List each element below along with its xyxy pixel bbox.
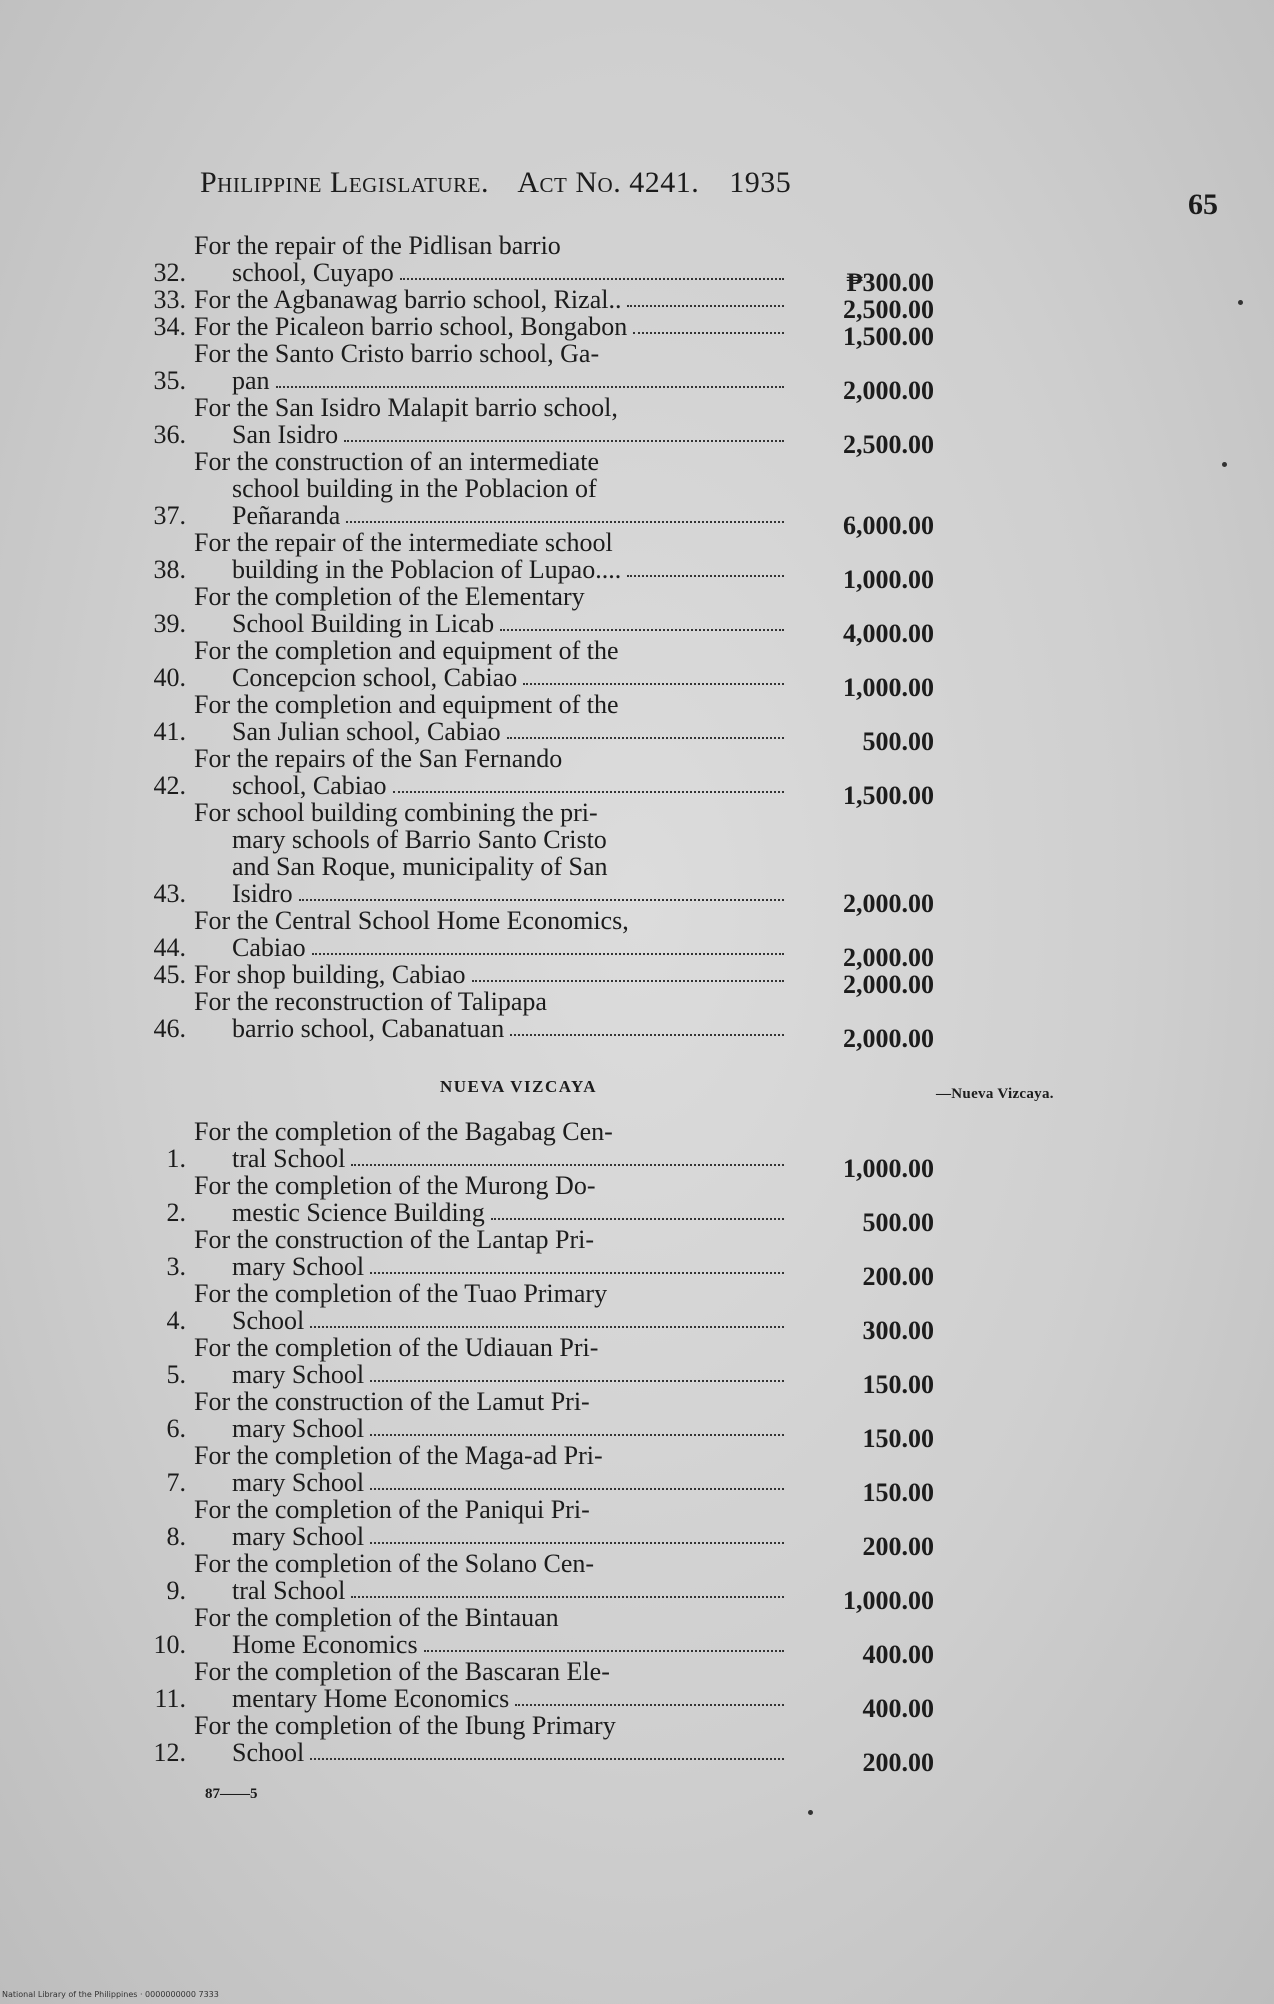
- appropriation-item: [130, 285, 934, 324]
- item-number: 38.: [153, 555, 186, 584]
- item-number: 9.: [166, 1576, 186, 1605]
- item-description-line: [194, 1469, 784, 1496]
- item-amount: 1,000.00: [843, 1154, 934, 1183]
- item-description: [194, 1334, 784, 1388]
- running-head: [200, 166, 813, 200]
- item-description: [194, 1118, 784, 1172]
- item-amount: 500.00: [862, 1208, 934, 1237]
- item-description-text: School: [232, 1306, 305, 1335]
- item-description-line: [194, 502, 784, 529]
- appropriation-item: [130, 447, 934, 540]
- item-description: [194, 691, 784, 745]
- item-description-line: For the completion of the Udiauan Pri-: [194, 1333, 599, 1362]
- dot-leader: [344, 421, 784, 442]
- running-head-act: Act No. 4241.: [517, 166, 700, 199]
- dot-leader: [515, 1685, 784, 1706]
- item-description-line: [194, 1307, 784, 1334]
- item-description: [194, 745, 784, 799]
- item-description-text: For the Picaleon barrio school, Bongabon: [194, 312, 628, 341]
- appropriation-list-continued: [130, 231, 934, 1053]
- dot-leader: [370, 1361, 784, 1382]
- item-amount: 1,000.00: [843, 565, 934, 594]
- item-amount: 2,500.00: [843, 295, 934, 324]
- appropriation-item: [130, 393, 934, 459]
- item-amount: 200.00: [862, 1748, 934, 1777]
- signature-mark: 87——5: [205, 1786, 258, 1802]
- running-head-legislature: Philippine Legislature.: [200, 166, 489, 199]
- appropriation-item: [130, 231, 934, 297]
- item-description-text: Peñaranda: [232, 501, 341, 530]
- item-number: 1.: [166, 1144, 186, 1173]
- item-description-text: mary School: [232, 1360, 365, 1389]
- item-description-line: For the completion and equipment of the: [194, 636, 619, 665]
- item-description: [194, 529, 784, 583]
- item-number: 45.: [153, 960, 186, 989]
- dot-leader: [370, 1523, 784, 1544]
- item-amount: 4,000.00: [843, 619, 934, 648]
- dot-leader: [500, 610, 784, 631]
- dot-leader: [424, 1631, 784, 1652]
- item-amount: 2,000.00: [843, 376, 934, 405]
- item-description-text: mary School: [232, 1414, 365, 1443]
- item-description-line: [194, 1415, 784, 1442]
- section-heading: NUEVA VIZCAYA: [440, 1077, 597, 1096]
- item-number: 35.: [153, 366, 186, 395]
- item-description: [194, 988, 784, 1042]
- item-number: 40.: [153, 663, 186, 692]
- item-number: 44.: [153, 933, 186, 962]
- appropriation-item: [130, 1279, 934, 1345]
- item-description-line: For the completion of the Solano Cen-: [194, 1549, 595, 1578]
- item-description-line: For the completion of the Bintauan: [194, 1603, 559, 1632]
- item-description: [194, 448, 784, 529]
- item-description-text: School Building in Licab: [232, 609, 495, 638]
- item-amount: 2,000.00: [843, 889, 934, 918]
- item-description-line: [194, 610, 784, 637]
- item-description: [194, 583, 784, 637]
- item-description-text: Home Economics: [232, 1630, 418, 1659]
- item-description-line: [194, 259, 784, 286]
- item-description-text: Isidro: [232, 879, 293, 908]
- item-description-text: San Julian school, Cabiao: [232, 717, 501, 746]
- item-description-text: mestic Science Building: [232, 1198, 485, 1227]
- item-description-line: school building in the Poblacion of: [232, 474, 597, 503]
- item-amount: 200.00: [862, 1532, 934, 1561]
- item-amount: 6,000.00: [843, 511, 934, 540]
- item-description-text: mary School: [232, 1252, 365, 1281]
- item-description-text: school, Cabiao: [232, 771, 387, 800]
- item-amount: 400.00: [862, 1640, 934, 1669]
- item-amount: 1,000.00: [843, 1586, 934, 1615]
- dot-leader: [627, 286, 784, 307]
- item-description: [194, 1172, 784, 1226]
- item-number: 33.: [153, 285, 186, 314]
- item-description-line: [194, 1739, 784, 1766]
- item-description-line: [194, 1015, 784, 1042]
- item-description-text: school, Cuyapo: [232, 258, 394, 287]
- item-description-text: tral School: [232, 1576, 346, 1605]
- dot-leader: [310, 1739, 784, 1760]
- item-description-line: For the construction of an intermediate: [194, 447, 600, 476]
- item-description: [194, 1604, 784, 1658]
- item-amount: 150.00: [862, 1424, 934, 1453]
- item-description-text: barrio school, Cabanatuan: [232, 1014, 505, 1043]
- item-description-line: [194, 1685, 784, 1712]
- item-description-line: For the San Isidro Malapit barrio school,: [194, 393, 618, 422]
- item-description-line: [194, 1199, 784, 1226]
- item-description-line: For the completion of the Elementary: [194, 582, 585, 611]
- item-description: [194, 1658, 784, 1712]
- item-amount: 500.00: [862, 727, 934, 756]
- item-description-line: For the construction of the Lamut Pri-: [194, 1387, 590, 1416]
- item-number: 32.: [153, 258, 186, 287]
- appropriation-item: [130, 312, 934, 351]
- item-description-line: [194, 1145, 784, 1172]
- item-description-line: For the repairs of the San Fernando: [194, 744, 563, 773]
- item-number: 8.: [166, 1522, 186, 1551]
- dot-leader: [523, 664, 784, 685]
- dot-leader: [472, 961, 784, 982]
- item-number: 41.: [153, 717, 186, 746]
- item-description-line: [194, 1577, 784, 1604]
- item-number: 2.: [166, 1198, 186, 1227]
- dot-leader: [351, 1145, 784, 1166]
- item-description-text: pan: [232, 366, 270, 395]
- item-amount: 1,500.00: [843, 322, 934, 351]
- item-number: 42.: [153, 771, 186, 800]
- dot-leader: [491, 1199, 784, 1220]
- item-description-line: [194, 1361, 784, 1388]
- item-description: [194, 907, 784, 961]
- dot-leader: [507, 718, 784, 739]
- appropriation-item: [130, 906, 934, 972]
- page-number: 65: [1188, 188, 1218, 221]
- item-number: 10.: [153, 1630, 186, 1659]
- item-description-text: building in the Poblacion of Lupao....: [232, 555, 622, 584]
- item-amount: 400.00: [862, 1694, 934, 1723]
- item-number: 6.: [166, 1414, 186, 1443]
- item-description: [194, 1388, 784, 1442]
- item-description-line: For the repair of the Pidlisan barrio: [194, 231, 561, 260]
- item-number: 3.: [166, 1252, 186, 1281]
- item-number: 34.: [153, 312, 186, 341]
- scan-credit: National Library of the Philippines · 0000000000 7333: [2, 1990, 219, 1999]
- item-description-line: [194, 556, 784, 583]
- dot-leader: [370, 1469, 784, 1490]
- item-description-line: For the completion of the Paniqui Pri-: [194, 1495, 590, 1524]
- item-amount: 2,000.00: [843, 943, 934, 972]
- item-description-line: [194, 1631, 784, 1658]
- item-description-text: tral School: [232, 1144, 346, 1173]
- item-number: 7.: [166, 1468, 186, 1497]
- item-description-line: [194, 718, 784, 745]
- item-description-line: For the reconstruction of Talipapa: [194, 987, 547, 1016]
- item-description-text: For shop building, Cabiao: [194, 960, 466, 989]
- appropriation-item: [130, 1171, 934, 1237]
- item-description-line: For the Santo Cristo barrio school, Ga-: [194, 339, 600, 368]
- appropriation-item: [130, 1657, 934, 1723]
- scan-speck: [808, 1810, 813, 1815]
- item-number: 37.: [153, 501, 186, 530]
- item-description-text: Concepcion school, Cabiao: [232, 663, 518, 692]
- item-description: [194, 961, 784, 988]
- item-description-text: San Isidro: [232, 420, 339, 449]
- item-description: [194, 799, 784, 907]
- appropriation-item: [130, 528, 934, 594]
- dot-leader: [400, 259, 784, 280]
- dot-leader: [393, 772, 784, 793]
- appropriation-item: [130, 690, 934, 756]
- item-description: [194, 1550, 784, 1604]
- item-amount: 2,000.00: [843, 970, 934, 999]
- item-description: [194, 286, 784, 313]
- item-description-line: [194, 313, 784, 340]
- appropriation-item: [130, 582, 934, 648]
- item-description: [194, 1496, 784, 1550]
- item-description-text: mentary Home Economics: [232, 1684, 510, 1713]
- item-amount: 1,500.00: [843, 781, 934, 810]
- item-description-line: [194, 286, 784, 313]
- item-description-line: For the completion of the Maga-ad Pri-: [194, 1441, 603, 1470]
- item-description-text: For the Agbanawag barrio school, Rizal..: [194, 285, 622, 314]
- dot-leader: [633, 313, 784, 334]
- item-description-line: [194, 1523, 784, 1550]
- dot-leader: [312, 934, 784, 955]
- item-description-line: [194, 664, 784, 691]
- item-number: 36.: [153, 420, 186, 449]
- item-number: 39.: [153, 609, 186, 638]
- item-description: [194, 394, 784, 448]
- appropriation-item: [130, 1603, 934, 1669]
- dot-leader: [310, 1307, 784, 1328]
- item-amount: 200.00: [862, 1262, 934, 1291]
- item-description-line: [194, 961, 784, 988]
- item-amount: 150.00: [862, 1370, 934, 1399]
- item-amount: ₱300.00: [846, 268, 934, 297]
- item-number: 11.: [154, 1684, 186, 1713]
- item-description-line: For the completion and equipment of the: [194, 690, 619, 719]
- appropriation-item: [130, 1333, 934, 1399]
- item-description-line: For the construction of the Lantap Pri-: [194, 1225, 595, 1254]
- running-head-year: 1935: [729, 166, 792, 199]
- appropriation-item: [130, 1225, 934, 1291]
- dot-leader: [370, 1415, 784, 1436]
- item-description: [194, 313, 784, 340]
- item-description: [194, 1712, 784, 1766]
- appropriation-item: [130, 1441, 934, 1507]
- item-description-line: [194, 421, 784, 448]
- item-number: 12.: [153, 1738, 186, 1767]
- item-description-text: Cabiao: [232, 933, 306, 962]
- appropriation-item: [130, 1387, 934, 1453]
- appropriation-item: [130, 1549, 934, 1615]
- margin-note: —Nueva Vizcaya.: [936, 1086, 1054, 1102]
- dot-leader: [627, 556, 784, 577]
- scan-speck: [1238, 300, 1243, 305]
- appropriation-item: [130, 798, 934, 918]
- item-description-text: mary School: [232, 1522, 365, 1551]
- dot-leader: [370, 1253, 784, 1274]
- appropriation-item: [130, 1117, 934, 1183]
- item-description-line: For the completion of the Bagabag Cen-: [194, 1117, 613, 1146]
- item-description-line: and San Roque, municipality of San: [232, 852, 608, 881]
- scan-speck: [1222, 462, 1227, 467]
- item-description-text: School: [232, 1738, 305, 1767]
- dot-leader: [346, 502, 784, 523]
- item-description: [194, 1226, 784, 1280]
- appropriation-item: [130, 636, 934, 702]
- item-amount: 2,000.00: [843, 1024, 934, 1053]
- item-number: 43.: [153, 879, 186, 908]
- appropriation-item: [130, 339, 934, 405]
- dot-leader: [510, 1015, 784, 1036]
- item-number: 5.: [166, 1360, 186, 1389]
- dot-leader: [351, 1577, 784, 1598]
- appropriation-item: [130, 960, 934, 999]
- item-description-line: mary schools of Barrio Santo Cristo: [232, 825, 607, 854]
- item-description-line: [194, 880, 784, 907]
- item-amount: 150.00: [862, 1478, 934, 1507]
- item-description: [194, 1442, 784, 1496]
- dot-leader: [299, 880, 784, 901]
- item-description-line: For the completion of the Murong Do-: [194, 1171, 596, 1200]
- appropriation-item: [130, 1711, 934, 1777]
- item-description-line: [194, 367, 784, 394]
- appropriation-list-nueva-vizcaya: [130, 1117, 934, 1777]
- item-description-line: For the Central School Home Economics,: [194, 906, 629, 935]
- item-number: 46.: [153, 1014, 186, 1043]
- item-description: [194, 232, 784, 286]
- item-description-line: For the completion of the Tuao Primary: [194, 1279, 608, 1308]
- appropriation-item: [130, 1495, 934, 1561]
- item-description: [194, 340, 784, 394]
- item-amount: 300.00: [862, 1316, 934, 1345]
- appropriation-item: [130, 987, 934, 1053]
- item-description-text: mary School: [232, 1468, 365, 1497]
- item-amount: 2,500.00: [843, 430, 934, 459]
- item-description-line: [194, 934, 784, 961]
- dot-leader: [276, 367, 784, 388]
- item-description-line: [194, 772, 784, 799]
- item-description-line: For the repair of the intermediate school: [194, 528, 613, 557]
- appropriation-item: [130, 744, 934, 810]
- item-amount: 1,000.00: [843, 673, 934, 702]
- item-description: [194, 637, 784, 691]
- item-description-line: [194, 1253, 784, 1280]
- item-description: [194, 1280, 784, 1334]
- item-description-line: For school building combining the pri-: [194, 798, 598, 827]
- item-description-line: For the completion of the Bascaran Ele-: [194, 1657, 610, 1686]
- item-number: 4.: [166, 1306, 186, 1335]
- item-description-line: For the completion of the Ibung Primary: [194, 1711, 616, 1740]
